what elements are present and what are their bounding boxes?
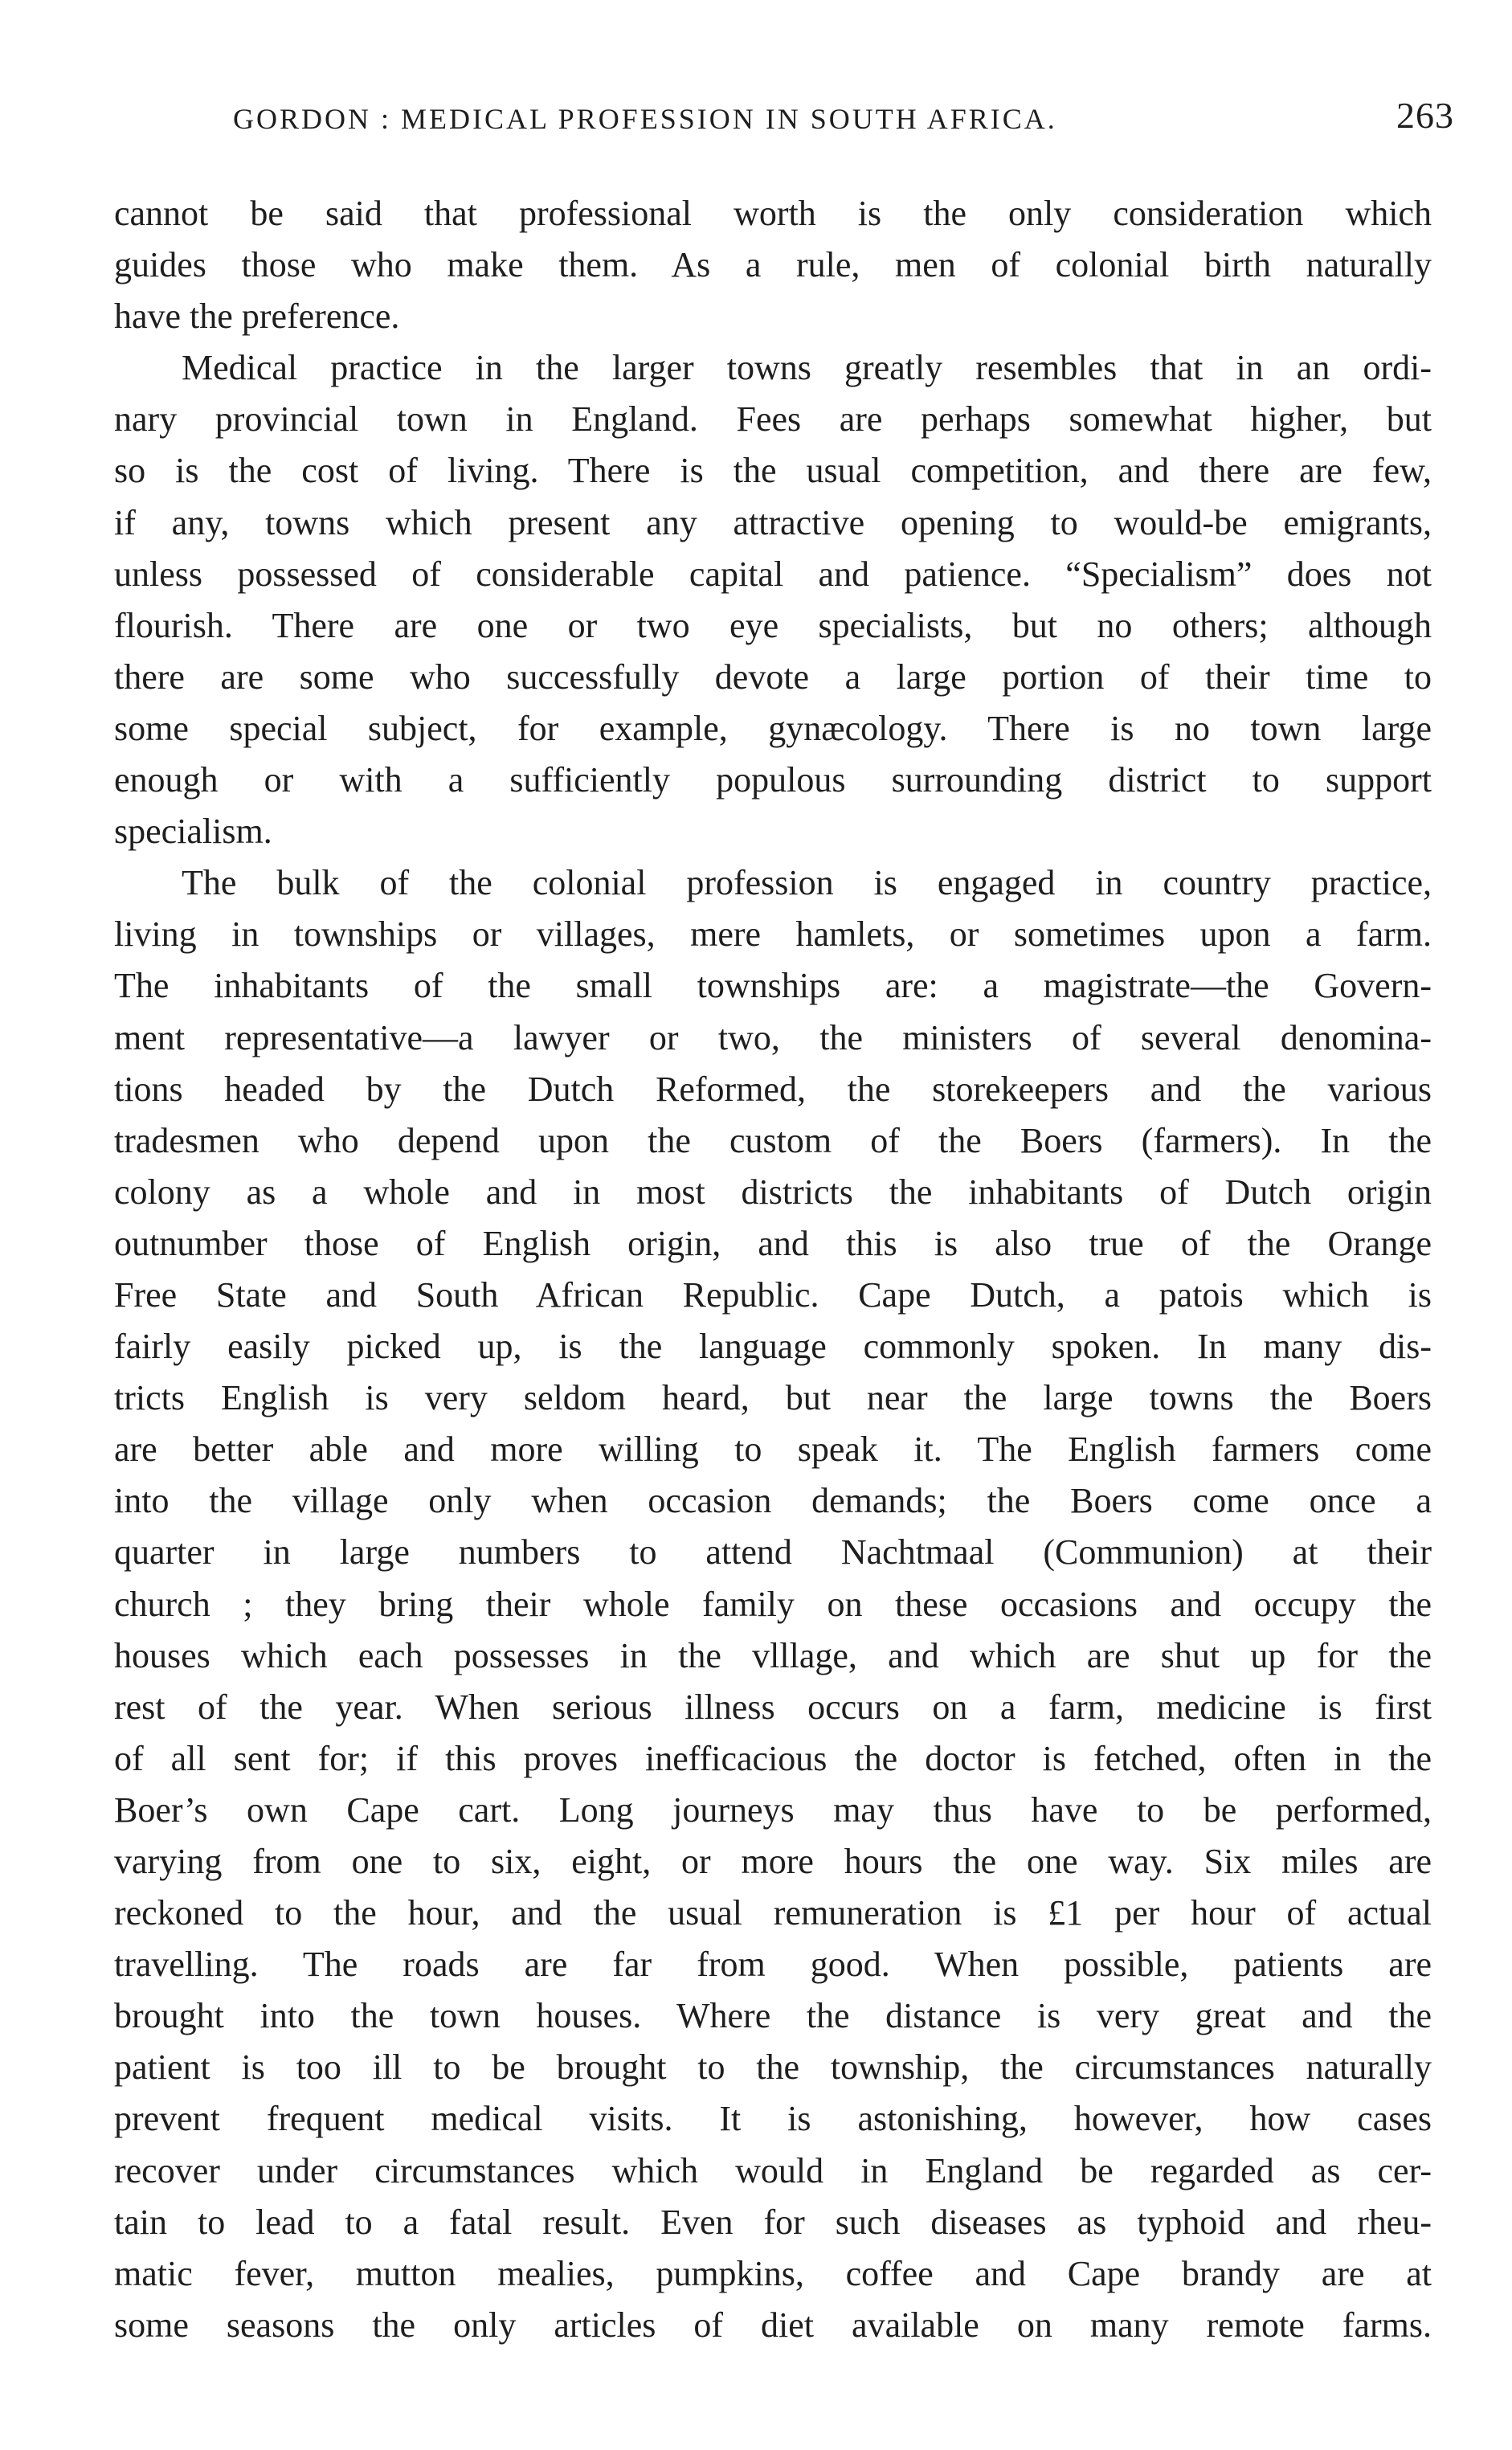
text-line: some seasons the only articles of diet available on many remote farms. [114,2305,1432,2345]
text-line: of all sent for; if this proves inefficacious the doctor is fetched, often in the [114,1738,1432,1778]
text-line: so is the cost of living. There is the usual competition, and there are few, [114,451,1432,491]
text-line: quarter in large numbers to attend Nachtmaal (Communion) at their [114,1532,1432,1573]
text-line: enough or with a sufficiently populous surrounding district to support [114,760,1432,800]
running-title: GORDON : MEDICAL PROFESSION IN SOUTH AFRICA. [233,103,1057,135]
text-line: reckoned to the hour, and the usual remuneration is £1 per hour of actual [114,1893,1432,1933]
text-line: The bulk of the colonial profession is engaged in country practice, [182,863,1432,903]
text-line: patient is too ill to be brought to the township, the circumstances naturally [114,2047,1432,2088]
text-line: colony as a whole and in most districts the inhabitants of Dutch origin [114,1172,1432,1212]
text-line: flourish. There are one or two eye specialists, but no others; although [114,605,1432,645]
text-line: varying from one to six, eight, or more hours the one way. Six miles are [114,1842,1432,1881]
text-line: have the preference. [114,297,400,337]
body-text [114,188,1432,2351]
text-line: into the village only when occasion demands; the Boers come once a [114,1481,1432,1521]
text-line: church ; they bring their whole family on these occasions and occupy the [114,1584,1432,1624]
text-line: Boer’s own Cape cart. Long journeys may thus have to be performed, [114,1789,1432,1830]
text-line: if any, towns which present any attractive opening to would-be emigrants, [114,502,1432,542]
text-line: nary provincial town in England. Fees are perhaps somewhat higher, but [114,399,1432,440]
text-line: there are some who successfully devote a large portion of their time to [114,656,1432,697]
text-line: some special subject, for example, gynæcology. There is no town large [114,708,1432,748]
text-line: fairly easily picked up, is the language commonly spoken. In many dis- [114,1327,1432,1367]
text-line: tions headed by the Dutch Reformed, the storekeepers and the various [114,1069,1432,1109]
text-line: living in townships or villages, mere hamlets, or sometimes upon a farm. [114,914,1432,955]
text-line: guides those who make them. As a rule, men of colonial birth naturally [114,245,1432,285]
text-line: travelling. The roads are far from good. When possible, patients are [114,1945,1432,1985]
text-line: tradesmen who depend upon the custom of the Boers (farmers). In the [114,1120,1432,1160]
text-line: recover under circumstances which would in England be regarded as cer- [114,2150,1432,2190]
text-line: prevent frequent medical visits. It is astonishing, however, how cases [114,2099,1432,2139]
text-line: Medical practice in the larger towns greatly resembles that in an ordi- [182,348,1432,388]
text-line: specialism. [114,812,272,852]
text-line: cannot be said that professional worth is the only consideration which [114,194,1432,233]
text-line: ment representative—a lawyer or two, the ministers of several denomina- [114,1017,1432,1057]
text-line: The inhabitants of the small townships are: a magistrate—the Govern- [114,966,1432,1006]
page-number: 263 [1396,95,1454,136]
text-line: Free State and South African Republic. Cape Dutch, a patois which is [114,1274,1432,1315]
text-line: brought into the town houses. Where the distance is very great and the [114,1996,1432,2036]
text-line: rest of the year. When serious illness occurs on a farm, medicine is first [114,1687,1432,1727]
text-line: outnumber those of English origin, and this is also true of the Orange [114,1223,1432,1263]
text-line: matic fever, mutton mealies, pumpkins, coffee and Cape brandy are at [114,2253,1432,2293]
text-line: are better able and more willing to speak it. The English farmers come [114,1430,1432,1470]
text-line: unless possessed of considerable capital and patience. “Specialism” does not [114,554,1432,594]
text-line: tricts English is very seldom heard, but near the large towns the Boers [114,1378,1432,1418]
text-line: houses which each possesses in the vlllage, and which are shut up for the [114,1635,1432,1675]
text-line: tain to lead to a fatal result. Even for such diseases as typhoid and rheu- [114,2202,1432,2242]
running-head [233,95,1454,143]
